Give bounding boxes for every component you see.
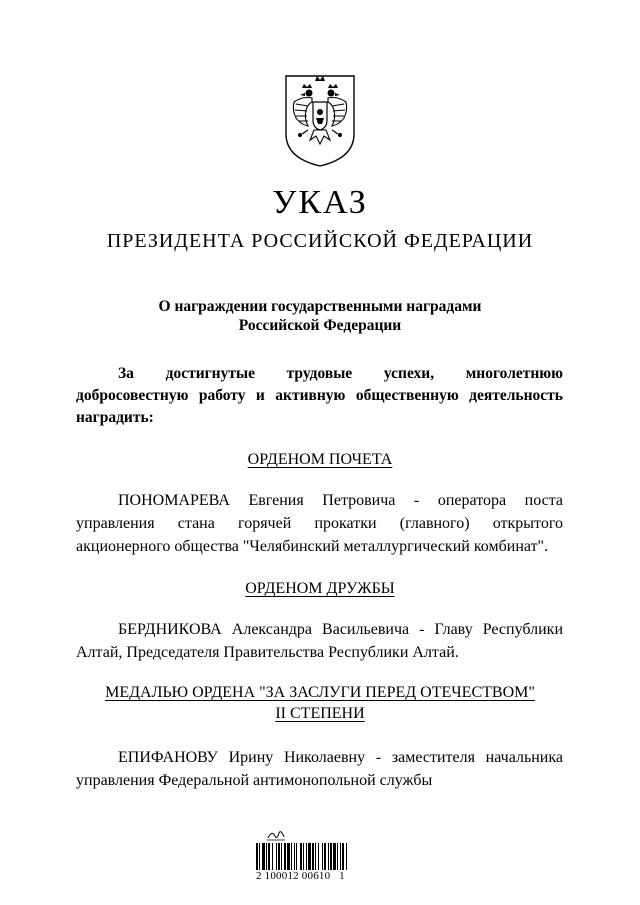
award-text-line: управления Федеральной антимонопольной службы	[76, 772, 433, 789]
award-recipient	[76, 746, 563, 792]
subject-line: О награждении государственными наградами	[158, 298, 482, 315]
award-recipient	[76, 489, 563, 558]
award-text-line: ЕПИФАНОВУ Ирину Николаевну - заместителя начальника	[118, 749, 563, 766]
document-subject	[0, 297, 640, 335]
barcode-bar	[303, 843, 304, 870]
barcode-bar	[318, 843, 319, 870]
barcode-bar	[312, 843, 314, 870]
barcode-bar	[276, 843, 277, 870]
barcode-bar	[328, 843, 329, 870]
barcode-bar	[300, 843, 302, 870]
barcode-bars	[256, 843, 376, 870]
barcode-bar	[256, 843, 258, 870]
award-text-line: ПОНОМАРЕВА Евгения Петровича - оператора поста	[118, 492, 563, 509]
barcode-bar	[287, 843, 290, 870]
barcode-bar	[291, 843, 292, 870]
barcode-bar	[268, 843, 270, 870]
preamble-line: За достигнутые трудовые успехи, многолетнюю	[118, 365, 563, 382]
barcode-bar	[308, 843, 311, 870]
barcode-bar	[346, 843, 347, 870]
document-type: УКАЗ	[272, 184, 368, 221]
issuer-title: ПРЕЗИДЕНТА РОССИЙСКОЙ ФЕДЕРАЦИИ	[106, 230, 534, 252]
award-text-line: управления стана горячей прокатки (главного) открытого	[76, 515, 563, 532]
barcode-bar	[340, 843, 341, 870]
barcode-bar	[315, 843, 316, 870]
preamble	[76, 363, 563, 429]
barcode-bar	[284, 843, 286, 870]
barcode-bar	[262, 843, 265, 870]
award-heading-text: II СТЕПЕНИ	[275, 705, 365, 722]
preamble-line: наградить:	[76, 409, 154, 426]
award-heading-text: МЕДАЛЬЮ ОРДЕНА "ЗА ЗАСЛУГИ ПЕРЕД ОТЕЧЕСТВОМ"	[105, 684, 535, 701]
barcode-bar	[330, 843, 332, 870]
barcode-bar	[337, 843, 338, 870]
barcode-bar	[281, 843, 282, 870]
barcode-bar	[296, 843, 297, 870]
award-text-line: акционерного общества "Челябинский металлургический комбинат".	[76, 538, 549, 555]
barcode-bar	[324, 843, 326, 870]
barcode-number: 2 100012 00610 1	[256, 870, 345, 882]
barcode-bar	[294, 843, 295, 870]
signature-mark-icon	[266, 828, 286, 842]
award-recipient	[76, 618, 563, 664]
award-text-line: БЕРДНИКОВА Александра Васильевича - Главу Республики	[118, 621, 563, 638]
award-heading	[0, 578, 640, 599]
barcode-bar	[272, 843, 273, 870]
award-heading-text: ОРДЕНОМ ДРУЖБЫ	[245, 580, 395, 597]
barcode-bar	[306, 843, 307, 870]
subject-line: Российской Федерации	[238, 317, 402, 334]
award-heading	[0, 449, 640, 470]
barcode-bar	[342, 843, 344, 870]
barcode-bar	[322, 843, 323, 870]
award-text-line: Алтай, Председателя Правительства Республики Алтай.	[76, 644, 459, 661]
barcode-bar	[333, 843, 336, 870]
barcode-bar	[259, 843, 260, 870]
barcode-bar	[266, 843, 267, 870]
award-heading-text: ОРДЕНОМ ПОЧЕТА	[247, 451, 393, 468]
preamble-line: добросовестную работу и активную общественную деятельность	[76, 387, 563, 404]
barcode-bar	[278, 843, 280, 870]
award-heading	[0, 682, 640, 724]
coat-of-arms-icon	[282, 72, 358, 168]
barcode	[256, 828, 384, 888]
